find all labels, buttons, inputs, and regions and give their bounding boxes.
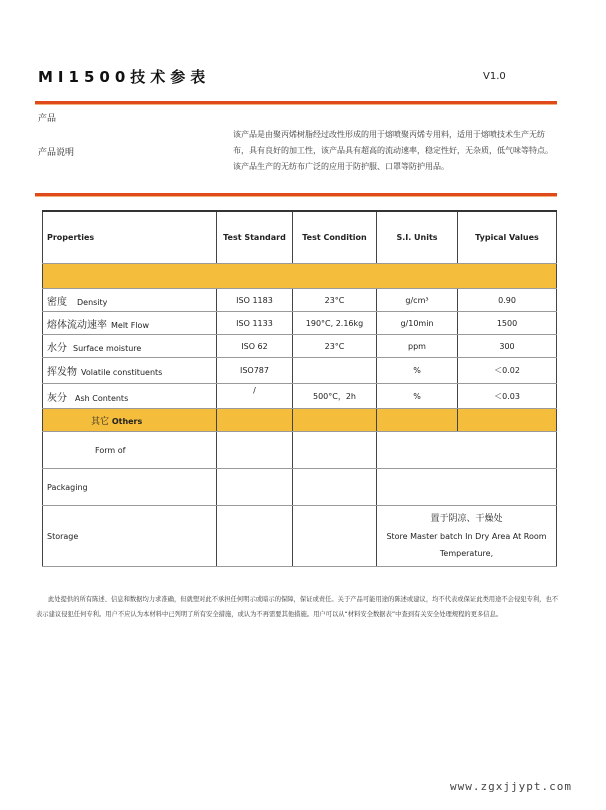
property-name-cell xyxy=(43,358,217,384)
test-condition-cell: 23°C xyxy=(293,289,377,312)
version-label: V1.0 xyxy=(483,71,506,82)
storage-cell xyxy=(293,506,377,567)
unit-cell: ppm xyxy=(377,335,458,358)
property-en: Volatile constituents xyxy=(81,368,163,377)
form-label-cell: Form of xyxy=(43,432,217,469)
form-cell xyxy=(217,432,293,469)
others-cell xyxy=(377,409,458,432)
form-row xyxy=(43,432,557,469)
product-description: 该产品是由聚丙烯树脂经过改性形成的用于熔喷聚丙烯专用料，适用于熔喷技术生产无纺布，具有良好的加工性，该产品具有超高的流动速率，稳定性好，无杂质，低气味等特点。该产品生产的无纺布广泛的应用于防护服、口罩等防护用品。 xyxy=(233,130,553,171)
test-condition-cell: 23°C xyxy=(293,335,377,358)
packaging-label-cell: Packaging xyxy=(43,469,217,506)
property-en: Melt Flow xyxy=(111,320,149,330)
test-standard-cell: / xyxy=(217,384,293,409)
property-zh: 灰分 xyxy=(47,392,67,404)
property-en: Ash Contents xyxy=(75,393,129,403)
table-header-row xyxy=(43,211,557,264)
property-name-cell xyxy=(43,335,217,358)
others-label-cell xyxy=(43,409,217,432)
test-standard-cell: ISO 62 xyxy=(217,335,293,358)
form-value-cell xyxy=(377,432,557,469)
packaging-row xyxy=(43,469,557,506)
test-condition-cell xyxy=(293,358,377,384)
middle-divider-shadow xyxy=(35,196,557,197)
property-zh: 密度 xyxy=(47,296,67,308)
header-properties: Properties xyxy=(43,211,217,264)
test-condition-cell: 190°C, 2.16kg xyxy=(293,312,377,335)
unit-cell: % xyxy=(377,384,458,409)
highlight-band-cell xyxy=(43,264,557,289)
others-cell xyxy=(293,409,377,432)
property-name-cell xyxy=(43,312,217,335)
packaging-cell xyxy=(293,469,377,506)
test-standard-cell: ISO 1183 xyxy=(217,289,293,312)
storage-en: Store Master batch In Dry Area At Room Temperature, xyxy=(386,531,547,558)
form-cell xyxy=(293,432,377,469)
storage-row xyxy=(43,506,557,567)
property-zh: 挥发物 xyxy=(47,367,77,378)
others-en: Others xyxy=(111,416,143,426)
typical-value-cell: 0.90 xyxy=(458,289,557,312)
unit-cell: g/cm³ xyxy=(377,289,458,312)
table-row xyxy=(43,289,557,312)
typical-value-cell: 300 xyxy=(458,335,557,358)
table-row xyxy=(43,384,557,409)
specification-table xyxy=(42,210,557,567)
disclaimer-text: 此处提供的所有陈述、信息和数据均力求准确，但就塑对此不承担任何明示或暗示的保障，保证或责任。关于产品可能用途的陈述或建议，均不代表或保证此类用途不会侵犯专利，也不表示建议侵犯任何专利。用户不应认为本材料中已列明了所有安全措施，或认为不再需要其他措施。用户可以从“材料安全数据表”中查到有关安全处理规程的更多信息。 xyxy=(36,596,559,618)
property-zh: 水分 xyxy=(47,342,67,354)
property-zh: 熔体流动速率 xyxy=(47,319,107,331)
typical-value-cell: ＜0.02 xyxy=(458,358,557,384)
others-cell xyxy=(217,409,293,432)
product-description-label: 产品说明 xyxy=(38,148,75,158)
unit-cell: g/10min xyxy=(377,312,458,335)
unit-cell: % xyxy=(377,358,458,384)
header-typical-values: Typical Values xyxy=(458,211,557,264)
storage-cell xyxy=(217,506,293,567)
packaging-value-cell xyxy=(377,469,557,506)
top-divider-shadow xyxy=(35,104,557,105)
table-row xyxy=(43,358,557,384)
property-en: Density xyxy=(77,297,108,307)
storage-zh: 置于阴凉、干燥处 xyxy=(430,513,503,524)
storage-value-cell xyxy=(377,506,557,567)
others-cell xyxy=(458,409,557,432)
header-units: S.I. Units xyxy=(377,211,458,264)
header-test-standard: Test Standard xyxy=(217,211,293,264)
watermark-text: www.zgxjjypt.com xyxy=(450,780,572,793)
property-name-cell xyxy=(43,384,217,409)
test-standard-cell: ISO787 xyxy=(217,358,293,384)
document-title: MI1500技术参表 xyxy=(38,68,211,86)
storage-label-cell: Storage xyxy=(43,506,217,567)
table-row xyxy=(43,312,557,335)
typical-value-cell: 1500 xyxy=(458,312,557,335)
header-test-condition: Test Condition xyxy=(293,211,377,264)
test-condition-cell: 500°C，2h xyxy=(293,384,377,409)
typical-value-cell: ＜0.03 xyxy=(458,384,557,409)
product-label: 产品 xyxy=(38,114,57,124)
packaging-cell xyxy=(217,469,293,506)
highlight-band xyxy=(43,264,557,289)
property-name-cell xyxy=(43,289,217,312)
table-row xyxy=(43,335,557,358)
others-zh: 其它 xyxy=(91,416,110,427)
property-en: Surface moisture xyxy=(73,343,142,353)
others-section-row xyxy=(43,409,557,432)
test-standard-cell: ISO 1133 xyxy=(217,312,293,335)
